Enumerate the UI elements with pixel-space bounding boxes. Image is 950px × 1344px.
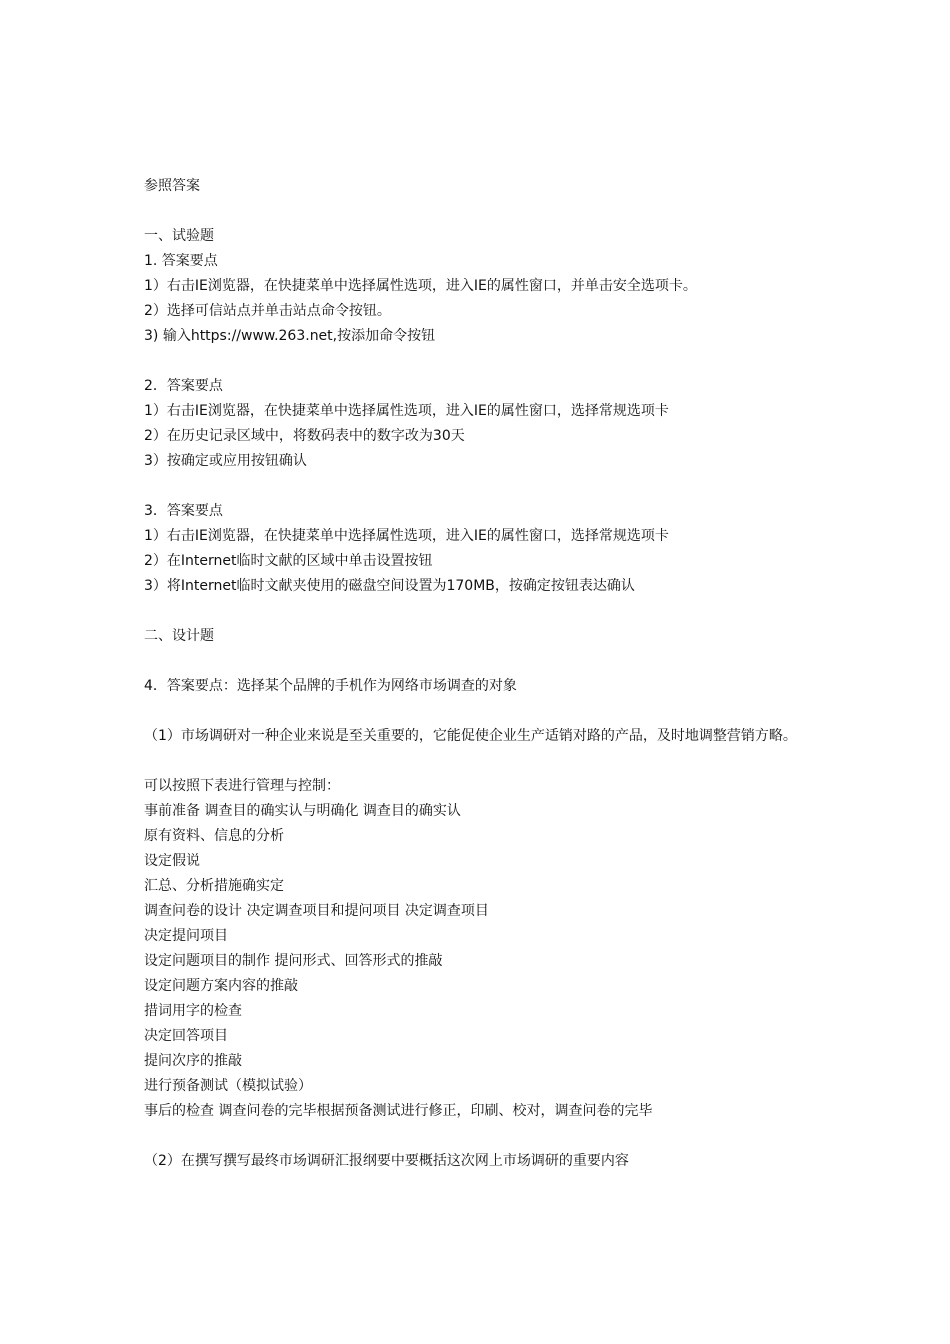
question-4-paragraph-2: （2）在撰写撰写最终市场调研汇报纲要中要概括这次网上市场调研的重要内容 [144,1153,629,1169]
spacer [144,649,824,674]
section-heading-design: 二、设计题 [144,628,214,644]
question-3-step-2: 2）在Internet临时文献的区域中单击设置按钮 [144,553,433,569]
spacer [144,749,824,774]
question-2-step-2: 2）在历史记录区域中，将数码表中的数字改为30天 [144,428,465,444]
spacer [144,699,824,724]
table-line: 调查问卷的设计 决定调查项目和提问项目 决定调查项目 [144,903,489,919]
question-2-step-3: 3）按确定或应用按钮确认 [144,453,307,469]
spacer [144,199,824,224]
table-line: 决定回答项目 [144,1028,228,1044]
spacer [144,1124,824,1149]
question-1-label: 1. 答案要点 [144,253,218,269]
question-4-paragraph-1: （1）市场调研对一种企业来说是至关重要的，它能促使企业生产适销对路的产品，及时地调整营销方略。 [144,728,797,744]
table-line: 设定问题方案内容的推敲 [144,978,298,994]
table-line: 设定问题项目的制作 提问形式、回答形式的推敲 [144,953,443,969]
question-4-label: 4．答案要点：选择某个品牌的手机作为网络市场调查的对象 [144,678,517,694]
question-2-step-1: 1）右击IE浏览器，在快捷菜单中选择属性选项，进入IE的属性窗口，选择常规选项卡 [144,403,669,419]
question-1-step-3: 3) 输入https://www.263.net,按添加命令按钮 [144,328,436,344]
question-3-step-3: 3）将Internet临时文献夹使用的磁盘空间设置为170MB，按确定按钮表达确认 [144,578,635,594]
spacer [144,474,824,499]
table-line: 进行预备测试（模拟试验） [144,1078,312,1094]
table-line: 决定提问项目 [144,928,228,944]
table-line: 设定假说 [144,853,200,869]
table-line: 事后的检查 调查问卷的完毕根据预备测试进行修正，印刷、校对，调查问卷的完毕 [144,1103,653,1119]
document-title: 参照答案 [144,178,200,194]
spacer [144,599,824,624]
question-3-step-1: 1）右击IE浏览器，在快捷菜单中选择属性选项，进入IE的属性窗口，选择常规选项卡 [144,528,669,544]
spacer [144,349,824,374]
table-line: 原有资料、信息的分析 [144,828,284,844]
table-line: 措词用字的检查 [144,1003,242,1019]
question-1-step-2: 2）选择可信站点并单击站点命令按钮。 [144,303,391,319]
table-line: 汇总、分析措施确实定 [144,878,284,894]
table-line: 事前准备 调查目的确实认与明确化 调查目的确实认 [144,803,461,819]
question-1-step-1: 1）右击IE浏览器，在快捷菜单中选择属性选项，进入IE的属性窗口，并单击安全选项卡。 [144,278,697,294]
table-line: 提问次序的推敲 [144,1053,242,1069]
question-2-label: 2．答案要点 [144,378,223,394]
question-3-label: 3．答案要点 [144,503,223,519]
section-heading-experiments: 一、试验题 [144,228,214,244]
document-page [144,174,824,1174]
table-intro: 可以按照下表进行管理与控制： [144,778,340,794]
